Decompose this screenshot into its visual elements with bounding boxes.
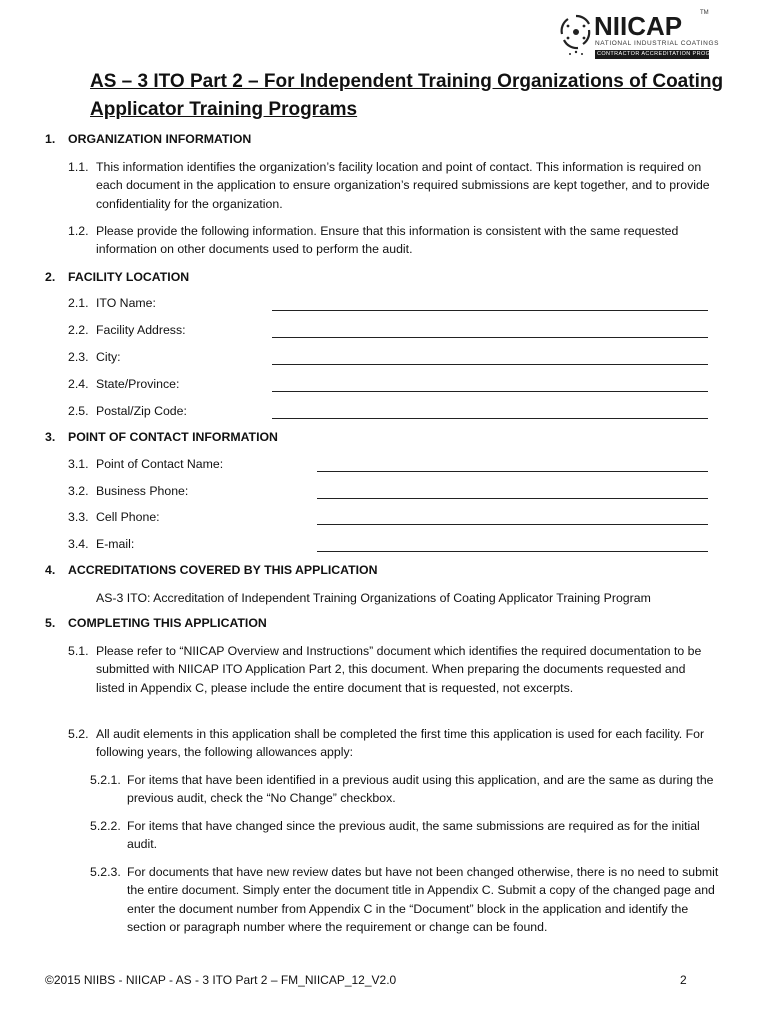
para-1-1-number: 1.1. (68, 160, 89, 174)
field-label: Facility Address: (96, 323, 186, 337)
field-number: 2.3. (68, 350, 89, 364)
footer-page-number: 2 (680, 973, 687, 987)
section-2-heading: FACILITY LOCATION (68, 270, 190, 284)
field-number: 3.3. (68, 510, 89, 524)
city-input[interactable] (272, 364, 708, 365)
section-5-number: 5. (45, 616, 56, 630)
field-number: 2.5. (68, 404, 89, 418)
field-label: ITO Name: (96, 296, 156, 310)
field-label: City: (96, 350, 121, 364)
field-number: 2.4. (68, 377, 89, 391)
field-label: Postal/Zip Code: (96, 404, 187, 418)
section-1-number: 1. (45, 132, 56, 146)
field-label: Business Phone: (96, 484, 189, 498)
logo-wordmark: NIICAP (594, 11, 683, 41)
field-label: Point of Contact Name: (96, 457, 224, 471)
para-5-2-1-number: 5.2.1. (90, 773, 121, 787)
section-3-heading: POINT OF CONTACT INFORMATION (68, 430, 278, 444)
para-5-2-1-text: For items that have been identified in a previous audit using this application, and are the same as during the previous audit, check the “No Change” checkbox. (127, 773, 714, 806)
niicap-logo-mark-icon (558, 10, 594, 58)
email-input[interactable] (317, 551, 708, 552)
postal-zip-input[interactable] (272, 418, 708, 419)
section-5-heading: COMPLETING THIS APPLICATION (68, 616, 267, 630)
section-4-number: 4. (45, 563, 56, 577)
logo-trademark: TM (700, 10, 709, 16)
facility-address-input[interactable] (272, 337, 708, 338)
field-label: State/Province: (96, 377, 180, 391)
para-5-1-number: 5.1. (68, 644, 89, 658)
para-5-2-2-number: 5.2.2. (90, 819, 121, 833)
section-2-number: 2. (45, 270, 56, 284)
para-5-2-3-number: 5.2.3. (90, 865, 121, 879)
field-number: 3.4. (68, 537, 89, 551)
page-title: AS – 3 ITO Part 2 – For Independent Training Organizations of Coating Applicator Training Programs (90, 71, 724, 120)
cell-phone-input[interactable] (317, 524, 708, 525)
para-1-1-text: This information identifies the organization’s facility location and point of contact. This information is required on each document in the application to ensure organization’s required submissions are kept together, and to provide confidentiality for the organization. (96, 160, 710, 211)
section-1-heading: ORGANIZATION INFORMATION (68, 132, 252, 146)
state-province-input[interactable] (272, 391, 708, 392)
field-number: 2.2. (68, 323, 89, 337)
para-5-2-2-text: For items that have changed since the previous audit, the same submissions are required as for the initial audit. (127, 819, 700, 852)
field-number: 3.1. (68, 457, 89, 471)
footer-copyright: ©2015 NIIBS - NIICAP - AS - 3 ITO Part 2 – FM_NIICAP_12_V2.0 (45, 973, 397, 987)
logo-subtitle: NATIONAL INDUSTRIAL COATINGS (595, 40, 720, 47)
para-5-2-text: All audit elements in this application shall be completed the first time this application is used for each facility. For following years, the following allowances apply: (96, 727, 705, 760)
accreditation-text: AS-3 ITO: Accreditation of Independent Training Organizations of Coating Applicator Training Program (96, 591, 651, 605)
business-phone-input[interactable] (317, 498, 708, 499)
field-number: 2.1. (68, 296, 89, 310)
para-5-1-text: Please refer to “NIICAP Overview and Instructions” document which identifies the required documentation to be submitted with NIICAP ITO Application Part 2, this document. When preparing the documents requested and listed in Appendix C, please include the entire document that is requested, not excerpts. (96, 644, 702, 695)
contact-name-input[interactable] (317, 471, 708, 472)
field-number: 3.2. (68, 484, 89, 498)
section-4-heading: ACCREDITATIONS COVERED BY THIS APPLICATION (68, 563, 378, 577)
para-1-2-text: Please provide the following information. Ensure that this information is consistent with the same requested information on other documents used to perform the audit. (96, 224, 679, 257)
para-5-2-number: 5.2. (68, 727, 89, 741)
ito-name-input[interactable] (272, 310, 708, 311)
section-3-number: 3. (45, 430, 56, 444)
para-1-2-number: 1.2. (68, 224, 89, 238)
para-5-2-3-text: For documents that have new review dates but have not been changed otherwise, there is no need to submit the entire document. Simply enter the document title in Appendix C. Submit a copy of the changed page and enter the document number from Appendix C in the “Document” block in the application and identify the section or paragraph number where the requirement or change can be found. (127, 865, 719, 935)
niicap-logo (558, 10, 724, 62)
field-label: E-mail: (96, 537, 135, 551)
logo-tagline: CONTRACTOR ACCREDITATION PROGRAM (597, 51, 724, 57)
field-label: Cell Phone: (96, 510, 160, 524)
